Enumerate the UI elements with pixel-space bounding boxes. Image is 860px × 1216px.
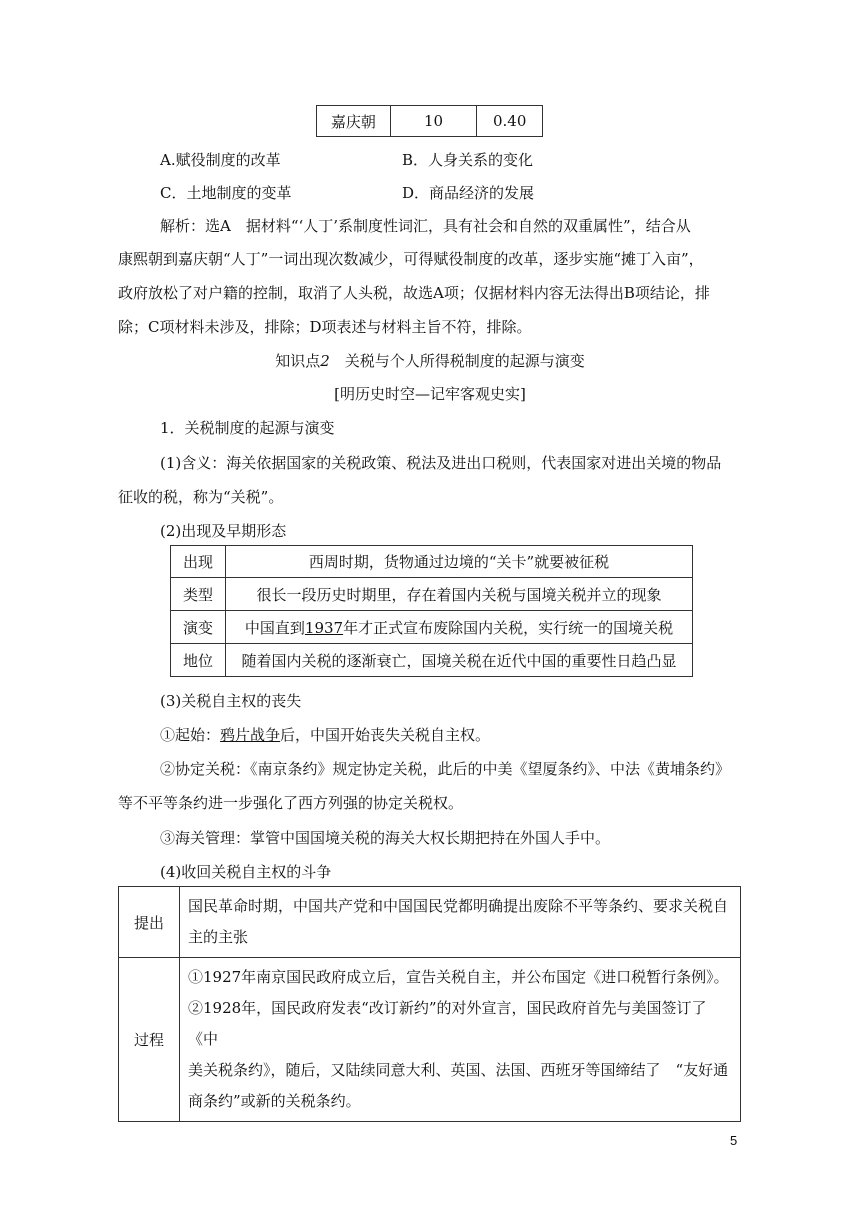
option-b: B．人身关系的变化 bbox=[402, 151, 534, 169]
loss-item: ②协定关税：《南京条约》规定协定关税，此后的中美《望厦条约》、中法《黄埔条约》 bbox=[160, 760, 731, 778]
row-value bbox=[180, 958, 741, 1122]
analysis-line: 除；C项材料未涉及，排除；D项表述与材料主旨不符，排除。 bbox=[118, 318, 532, 336]
section-title-number: 2 bbox=[320, 352, 330, 370]
row-value: 西周时期，货物通过边境的“关卡”就要被征税 bbox=[226, 546, 693, 578]
loss-item-post: 后，中国开始丧失关税自主权。 bbox=[280, 726, 491, 744]
row-value-post: 年才正式宣布废除国内关税，实行统一的国境关税 bbox=[343, 618, 674, 637]
heading-1-2: (2)出现及早期形态 bbox=[160, 522, 287, 540]
page-number: 5 bbox=[730, 1133, 738, 1148]
row-value-line: ②1928年，国民政府发表“改订新约”的对外宣言，国民政府首先与美国签订了《中 bbox=[188, 999, 707, 1048]
row-value-line: ①1927年南京国民政府成立后，宣告关税自主，并公布国定《进口税暂行条例》。 bbox=[188, 968, 729, 986]
analysis-line: 康熙朝到嘉庆朝“人丁”一词出现次数减少，可得赋役制度的改革，逐步实施“摊丁入亩”， bbox=[118, 250, 704, 268]
analysis-line: 解析：选A 据材料“‘人丁’系制度性词汇，具有社会和自然的双重属性”，结合从 bbox=[160, 217, 691, 235]
row-value-line: 美关税条约》，随后，又陆续同意大利、英国、法国、西班牙等国缔结了 “友好通 bbox=[188, 1061, 729, 1079]
option-c: C．土地制度的变革 bbox=[160, 184, 292, 202]
row-value-line: 主的主张 bbox=[188, 928, 249, 946]
heading-1-4: (4)收回关税自主权的斗争 bbox=[160, 863, 332, 881]
row-key: 出现 bbox=[171, 546, 226, 578]
ratio-cell: 0.40 bbox=[477, 106, 543, 137]
section-title-prefix: 知识点 bbox=[275, 352, 321, 370]
early-form-table bbox=[170, 545, 693, 677]
row-value bbox=[226, 611, 693, 644]
reign-cell: 嘉庆朝 bbox=[317, 106, 391, 137]
row-value bbox=[180, 887, 741, 958]
row-value-year: 1937 bbox=[304, 618, 344, 637]
section-title-text: 关税与个人所得税制度的起源与演变 bbox=[329, 352, 585, 370]
row-key: 过程 bbox=[119, 958, 180, 1122]
option-d: D．商品经济的发展 bbox=[402, 184, 535, 202]
row-value-line: 商条约”或新的关税条约。 bbox=[188, 1092, 361, 1110]
row-value-pre: 中国直到 bbox=[244, 618, 305, 637]
row-value-line: 国民革命时期，中国共产党和中国国民党都明确提出废除不平等条约、要求关税自 bbox=[188, 897, 729, 915]
section-title bbox=[0, 350, 860, 371]
row-value: 很长一段历史时期里，存在着国内关税与国境关税并立的现象 bbox=[226, 578, 693, 611]
loss-item: ③海关管理：掌管中国国境关税的海关大权长期把持在外国人手中。 bbox=[160, 829, 611, 847]
struggle-table bbox=[118, 886, 741, 1122]
count-cell: 10 bbox=[390, 106, 477, 137]
analysis-line: 政府放松了对户籍的控制，取消了人头税，故选A项；仅据材料内容无法得出B项结论，排 bbox=[118, 284, 710, 302]
heading-1-3: (3)关税自主权的丧失 bbox=[160, 692, 302, 710]
loss-item-war: 鸦片战争 bbox=[220, 726, 281, 744]
loss-item-pre: ①起始： bbox=[160, 726, 221, 744]
option-a: A.赋役制度的改革 bbox=[160, 151, 281, 169]
row-key: 地位 bbox=[171, 644, 226, 677]
definition-line: 征收的税，称为“关税”。 bbox=[118, 488, 284, 506]
reign-table bbox=[316, 105, 543, 137]
definition-line: (1)含义：海关依据国家的关税政策、税法及进出口税则，代表国家对进出关境的物品 bbox=[160, 454, 722, 472]
row-key: 类型 bbox=[171, 578, 226, 611]
row-value: 随着国内关税的逐渐衰亡，国境关税在近代中国的重要性日趋凸显 bbox=[226, 644, 693, 677]
section-subtitle: [明历史时空—记牢客观史实] bbox=[334, 385, 526, 403]
loss-item: 等不平等条约进一步强化了西方列强的协定关税权。 bbox=[118, 794, 464, 812]
heading-1: 1．关税制度的起源与演变 bbox=[160, 419, 335, 437]
loss-item bbox=[160, 724, 490, 745]
row-key: 提出 bbox=[119, 887, 180, 958]
row-key: 演变 bbox=[171, 611, 226, 644]
